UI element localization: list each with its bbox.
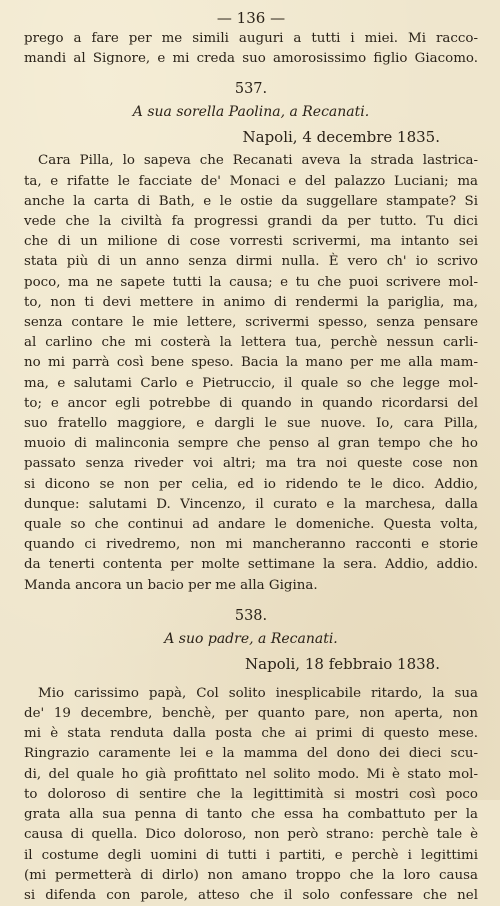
text-line: vede che la civiltà fa progressi grandi da per tutto. Tu dici (24, 214, 478, 230)
text-line: quale so che continui ad andare le domeniche. Questa volta, (24, 517, 478, 533)
letter-body (24, 684, 478, 906)
letter-dateline: Napoli, 18 febbraio 1838. (245, 654, 440, 673)
text-line: poco, ma ne sapete tutti la causa; e tu che puoi scrivere mol- (24, 274, 478, 290)
text-line: da tenerti contenta per molte settimane la sera. Addio, addio. (24, 557, 478, 573)
text-line: si dicono se non per celia, ed io ridendo te le dico. Addio, (24, 476, 478, 492)
letter-537 (24, 78, 478, 595)
text-line: si difenda con parole, atteso che il solo confessare che nel (24, 887, 478, 903)
letter-dateline: Napoli, 4 decembre 1835. (242, 128, 440, 147)
text-line: che di un milione di cose vorresti scrivermi, ma intanto sei (24, 234, 478, 250)
text-line: anche la carta di Bath, e le ostie da suggellare stampate? Si (24, 193, 478, 209)
text-line: mi è stata renduta dalla posta che ai primi di questo mese. (24, 726, 478, 742)
letter-body (24, 151, 478, 595)
text-line: ta, e rifatte le facciate de' Monaci e del palazzo Luciani; ma (24, 173, 478, 189)
text-line: senza contare le mie lettere, scrivermi spesso, senza pensare (24, 315, 478, 331)
text-line: suo fratello maggiore, e dargli le sue nuove. Io, cara Pilla, (24, 416, 478, 432)
text-line: Manda ancora un bacio per me alla Gigina. (24, 577, 318, 593)
letter-538 (24, 605, 478, 906)
text-line: prego a fare per me simili auguri a tutti i miei. Mi racco- (24, 31, 478, 46)
text-line: grata alla sua penna di tanto che essa ha combattuto per la (24, 807, 478, 823)
text-line: de' 19 decembre, benchè, per quanto pare, non aperta, non (24, 706, 478, 722)
text-line: stata più di un anno senza dirmi nulla. È vero ch' io scrivo (24, 254, 478, 270)
text-line: to, non ti devi mettere in animo di rendermi la pariglia, ma, (24, 294, 478, 310)
text-line: no mi parrà così bene speso. Bacia la mano per me alla mam- (24, 355, 478, 371)
text-line: Mio carissimo papà, Col solito inesplicabile ritardo, la sua (38, 685, 478, 701)
text-line: causa di quella. Dico doloroso, non però strano: perchè tale è (24, 827, 478, 843)
page-number: — 136 — (216, 9, 286, 27)
letter-number: 537. (234, 81, 268, 98)
letter-heading: A suo padre, a Recanati. (164, 630, 338, 647)
text-line: passato senza riveder voi altri; ma tra noi queste cose non (24, 456, 478, 472)
text-line: di, del quale ho già profittato nel solito modo. Mi è stato mol- (24, 766, 478, 782)
text-line: muoio di malinconia sempre che penso al gran tempo che ho (24, 436, 478, 452)
text-line: mandi al Signore, e mi creda suo amorosissimo figlio Giacomo. (24, 51, 478, 67)
text-line: Cara Pilla, lo sapeva che Recanati aveva la strada lastrica- (38, 153, 478, 169)
text-line: dunque: salutami D. Vincenzo, il curato e la marchesa, dalla (24, 496, 478, 512)
text-line: Ringrazio caramente lei e la mamma del dono dei dieci scu- (24, 746, 478, 762)
text-line: to; e ancor egli potrebbe di quando in quando ricordarsi del (24, 395, 478, 411)
text-line: quando ci rivedremo, non mi mancheranno racconti e storie (24, 537, 478, 553)
opening-paragraph (24, 29, 478, 69)
text-line: (mi permetterà di dirlo) non amano troppo che la loro causa (24, 867, 478, 883)
letter-heading: A sua sorella Paolina, a Recanati. (132, 104, 370, 121)
letter-number: 538. (234, 607, 268, 624)
text-line: al carlino che mi costerà la lettera tua, perchè nessun carli- (24, 335, 478, 351)
text-line: to doloroso di sentire che la legittimità si mostri così poco (24, 786, 478, 802)
text-line: il costume degli uomini di tutti i partiti, e perchè i legittimi (24, 847, 478, 863)
text-line: ma, e salutami Carlo e Pietruccio, il quale so che legge mol- (24, 375, 478, 391)
